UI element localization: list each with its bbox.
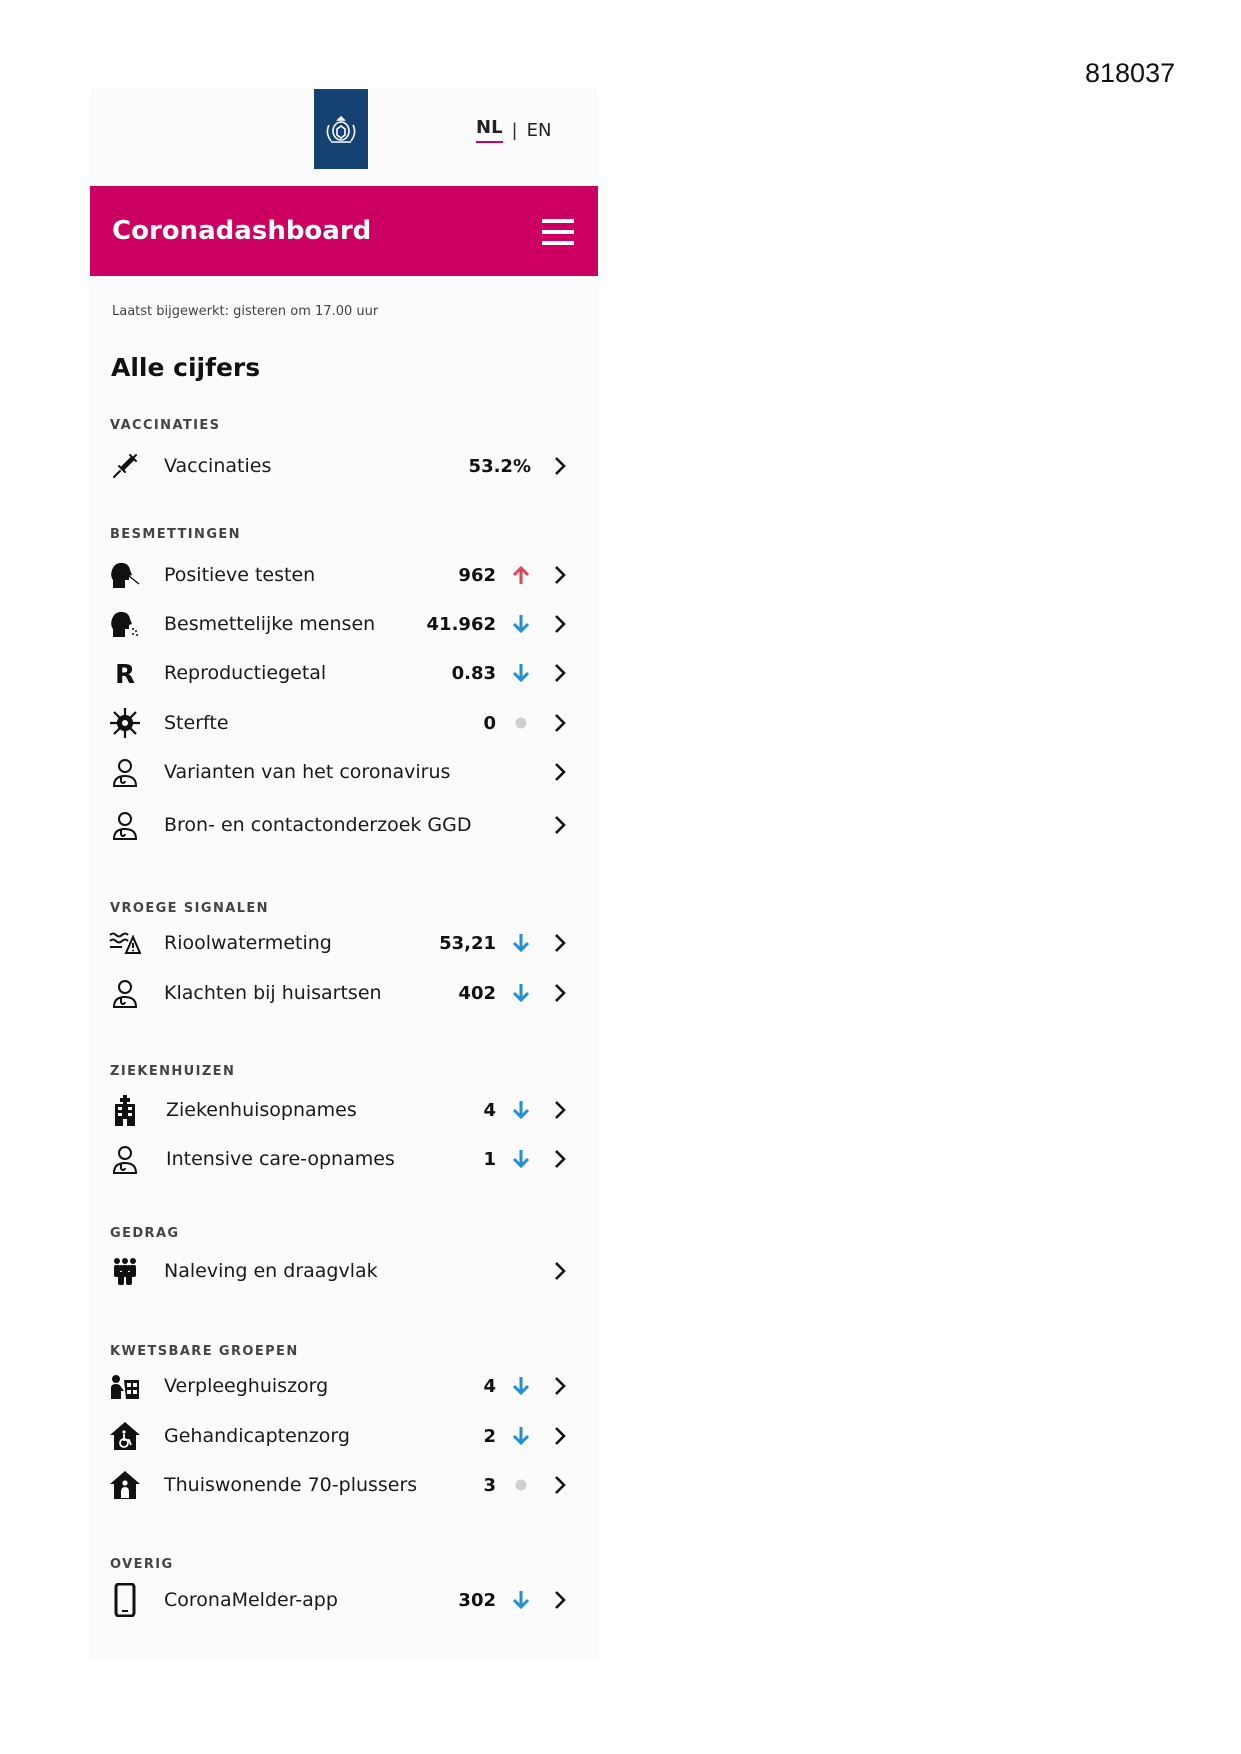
trend-down-icon (510, 1588, 532, 1612)
metric-label: Reproductiegetal (164, 662, 327, 684)
metric-row-klachten-huisartsen[interactable] (108, 971, 578, 1015)
doctor-icon (108, 757, 142, 787)
lang-nl-link[interactable]: NL (476, 117, 503, 143)
trend-down-icon (510, 931, 532, 955)
metric-value: 2 (483, 1426, 496, 1447)
trend-down-icon (510, 1147, 532, 1171)
chevron-right-icon (552, 1147, 568, 1171)
nursing-home-icon (108, 1371, 142, 1401)
infectious-person-icon (108, 609, 142, 639)
metric-value: 4 (483, 1100, 496, 1121)
chevron-right-icon (552, 1473, 568, 1497)
doctor-icon (108, 810, 142, 840)
chevron-right-icon (552, 981, 568, 1005)
section-title-gedrag: GEDRAG (110, 1226, 180, 1241)
trend-neutral-icon (510, 1473, 532, 1497)
metric-label: Positieve testen (164, 564, 316, 586)
svg-text:R: R (114, 660, 136, 688)
menu-bar-icon (542, 230, 574, 234)
menu-bar-icon (542, 219, 574, 223)
metric-row-gehandicaptenzorg[interactable] (108, 1414, 578, 1458)
metric-value: 0 (483, 713, 496, 734)
metric-label: Vaccinaties (164, 455, 272, 477)
metric-value: 962 (458, 565, 496, 586)
chevron-right-icon (552, 711, 568, 735)
metric-row-varianten[interactable] (108, 750, 578, 794)
virus-icon (108, 708, 142, 738)
section-title-ziekenhuizen: ZIEKENHUIZEN (110, 1064, 236, 1079)
metric-label: Thuiswonende 70-plussers (164, 1474, 418, 1496)
menu-bar-icon (542, 241, 574, 245)
trend-down-icon (510, 1374, 532, 1398)
trend-down-icon (510, 612, 532, 636)
app-title[interactable]: Coronadashboard (112, 216, 372, 246)
metric-label: Naleving en draagvlak (164, 1260, 378, 1282)
metric-row-positieve-testen[interactable] (108, 553, 578, 597)
section-title-kwetsbare-groepen: KWETSBARE GROEPEN (110, 1344, 299, 1359)
metric-label: Klachten bij huisartsen (164, 982, 382, 1004)
metric-row-vaccinaties[interactable] (108, 444, 578, 488)
hospital-icon (108, 1095, 142, 1125)
metric-label: Rioolwatermeting (164, 932, 332, 954)
test-swab-icon (108, 560, 142, 590)
trend-up-icon (510, 563, 532, 587)
metric-value: 1 (483, 1149, 496, 1170)
chevron-right-icon (552, 1588, 568, 1612)
chevron-right-icon (552, 454, 568, 478)
metric-value: 53,21 (439, 933, 496, 954)
trend-down-icon (510, 1098, 532, 1122)
smartphone-icon (108, 1585, 142, 1615)
metric-value: 402 (458, 983, 496, 1004)
r-letter-icon (108, 658, 142, 688)
chevron-right-icon (552, 813, 568, 837)
metric-label: Verpleeghuiszorg (164, 1375, 329, 1397)
trend-down-icon (510, 661, 532, 685)
metric-row-reproductiegetal[interactable] (108, 651, 578, 695)
metric-label: Bron- en contactonderzoek GGD (164, 814, 472, 836)
chevron-right-icon (552, 1424, 568, 1448)
metric-label: Sterfte (164, 712, 229, 734)
metric-row-intensive-care[interactable] (108, 1137, 578, 1181)
section-title-besmettingen: BESMETTINGEN (110, 527, 241, 542)
metric-row-besmettelijke-mensen[interactable] (108, 602, 578, 646)
metric-label: Ziekenhuisopnames (166, 1099, 357, 1121)
chevron-right-icon (552, 661, 568, 685)
dashboard-screen (90, 89, 598, 1659)
chevron-right-icon (552, 563, 568, 587)
syringe-icon (108, 451, 142, 481)
metric-row-rioolwatermeting[interactable] (108, 921, 578, 965)
rijksoverheid-logo[interactable] (314, 89, 368, 169)
metric-value: 3 (483, 1475, 496, 1496)
metric-value: 302 (458, 1590, 496, 1611)
metric-label: Varianten van het coronavirus (164, 761, 451, 783)
metric-value: 41.962 (426, 614, 496, 635)
chevron-right-icon (552, 931, 568, 955)
metric-row-ziekenhuisopnames[interactable] (108, 1088, 578, 1132)
chevron-right-icon (552, 1098, 568, 1122)
metric-value: 4 (483, 1376, 496, 1397)
chevron-right-icon (552, 612, 568, 636)
trend-down-icon (510, 1424, 532, 1448)
metric-value: 53.2% (468, 456, 531, 477)
menu-button[interactable] (542, 219, 574, 245)
section-title-overig: OVERIG (110, 1557, 174, 1572)
group-people-icon (108, 1256, 142, 1286)
top-bar (90, 89, 598, 187)
disability-home-icon (108, 1421, 142, 1451)
elderly-home-icon (108, 1470, 142, 1500)
sewer-water-icon (108, 928, 142, 958)
metric-row-verpleeghuiszorg[interactable] (108, 1364, 578, 1408)
app-header (90, 186, 598, 276)
metric-row-coronamelder[interactable] (108, 1578, 578, 1622)
section-title-vroege-signalen: VROEGE SIGNALEN (110, 901, 269, 916)
chevron-right-icon (552, 1374, 568, 1398)
trend-neutral-icon (510, 711, 532, 735)
lang-en-link[interactable]: EN (526, 119, 552, 141)
metric-label: Gehandicaptenzorg (164, 1425, 350, 1447)
page-title: Alle cijfers (111, 353, 261, 382)
metric-row-sterfte[interactable] (108, 701, 578, 745)
lang-separator: | (511, 119, 518, 141)
metric-value: 0.83 (451, 663, 496, 684)
doctor-icon (108, 978, 142, 1008)
language-switch (476, 117, 551, 143)
doctor-icon (108, 1144, 142, 1174)
metric-label: Intensive care-opnames (166, 1148, 395, 1170)
metric-label: CoronaMelder-app (164, 1589, 338, 1611)
trend-down-icon (510, 981, 532, 1005)
metric-row-thuiswonende-70-plussers[interactable] (108, 1463, 578, 1507)
metric-label: Besmettelijke mensen (164, 613, 376, 635)
document-id: 818037 (1085, 58, 1176, 88)
chevron-right-icon (552, 1259, 568, 1283)
metric-row-naleving-draagvlak[interactable] (108, 1249, 578, 1293)
last-updated-text: Laatst bijgewerkt: gisteren om 17.00 uur (112, 304, 379, 319)
section-title-vaccinaties: VACCINATIES (110, 418, 221, 433)
metric-row-bron-contactonderzoek[interactable] (108, 803, 578, 847)
crest-icon (321, 109, 361, 149)
chevron-right-icon (552, 760, 568, 784)
